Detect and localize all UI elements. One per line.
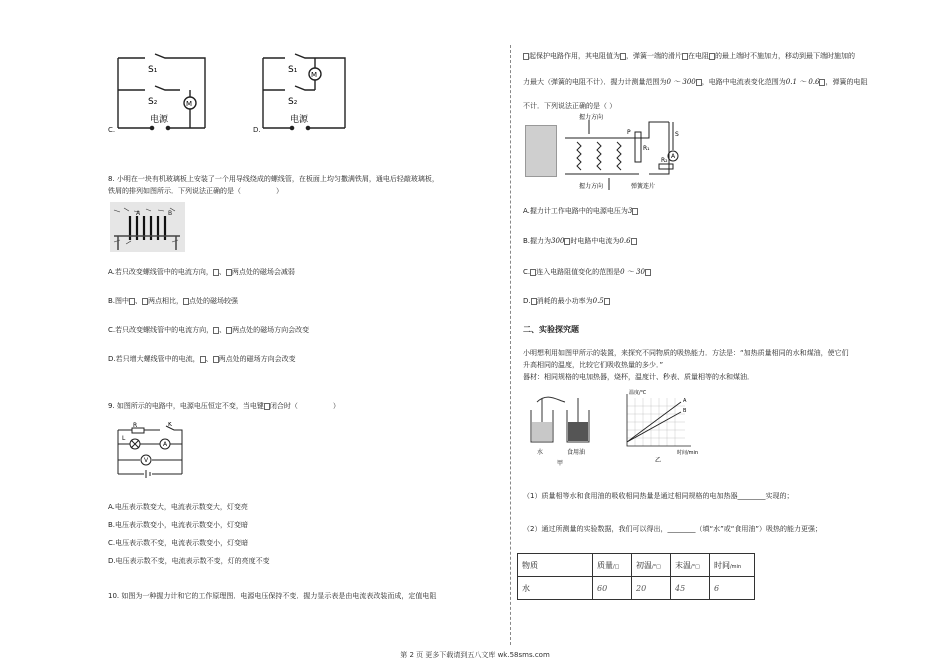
oil-label: 食用油: [567, 449, 586, 456]
data-table: [517, 553, 755, 600]
experiment-line3: 器材：相同规格的电加热器，烧杯，温度计、秒表、质量相等的水和煤油．: [523, 373, 754, 381]
force-direction-top: 握力方向: [579, 114, 604, 121]
q10-stem: 10. 如图为一种握力计和它的工作原理图．电源电压保持不变．握力显示表是由电流表改装而成，定值电阻: [108, 592, 437, 600]
q10-continue-line2: 力最大（弹簧的电阻不计）．握力计测量范围为0 ～ 300 ，电路中电流表变化范围为0.1 ～ 0.6 ，弹簧的电阻: [523, 78, 868, 86]
table-header-cell: 末温/°□: [671, 554, 710, 577]
page-footer: 第 2 页 更多下载请到五八文库 wk.58sms.com: [400, 651, 550, 659]
table-row: [518, 577, 755, 600]
solenoid-filings-image: [110, 202, 185, 252]
q10-option-d: D. 消耗的最小功率为0.5: [523, 297, 610, 306]
source-label-d: 电源: [290, 115, 309, 125]
option-d-label: D.: [253, 126, 261, 134]
table-cell: 60: [593, 577, 632, 600]
beakers-figure: [527, 392, 607, 466]
s1-label-d: S₁: [288, 65, 298, 75]
temperature-graph: [615, 386, 705, 466]
q8-stem-line1: 8. 小明在一块有机玻璃板上安装了一个用导线绕成的螺线管，在板面上均匀撒满铁屑，通电后轻敲玻璃板，: [108, 175, 439, 183]
table-cell: 水: [518, 577, 593, 600]
k-label: K: [168, 422, 172, 428]
source-label: 电源: [150, 115, 169, 125]
table-cell: 20: [632, 577, 671, 600]
line-b-label: B: [683, 408, 687, 414]
water-label: 水: [537, 449, 544, 456]
column-divider: [510, 45, 511, 645]
table-cell: 45: [671, 577, 710, 600]
q9-option-d: D.电压表示数不变，电流表示数不变，灯的亮度不变: [108, 557, 270, 565]
figure-yi-label: 乙: [655, 457, 662, 464]
line-a-label: A: [683, 398, 687, 404]
q10-continue-line1: 起保护电路作用，其电阻值为 ，弹簧一端的滑片 在电阻 的最上端时不施加力，移动到最下端时施加的: [523, 52, 855, 61]
table-header-cell: 质量/□: [593, 554, 632, 577]
table-header-row: [518, 554, 755, 577]
q9-option-c: C.电压表示数不变，电流表示数变小，灯变暗: [108, 539, 249, 547]
motor-label-d: M: [311, 71, 318, 79]
figure-jia-label: 甲: [557, 460, 564, 466]
force-direction-bottom: 握力方向: [579, 183, 604, 190]
circuit-option-d: [255, 48, 355, 136]
motor-label: M: [186, 100, 193, 108]
experiment-line2: 升高相同的温度，比较它们吸收热量的多少．”: [523, 361, 664, 369]
table-header-cell: 初温/°□: [632, 554, 671, 577]
table-header-cell: 物质: [518, 554, 593, 577]
label-b: B: [168, 210, 173, 217]
q10-option-b: B.握力为300 时电路中电流为0.6: [523, 237, 637, 246]
ammeter-label: A: [163, 441, 168, 448]
q10-option-c: C. 连入电路阻值变化的范围是0 ～ 30: [523, 268, 651, 277]
spring-label: 弹簧连片: [631, 183, 656, 190]
grip-device-photo: [525, 125, 557, 177]
graph-xlabel: 时间/min: [677, 450, 699, 456]
q8-stem-line2: 铁屑的排列如图所示．下列说法正确的是（ ）: [108, 187, 283, 195]
grip-principle-diagram: [559, 112, 689, 192]
q9-option-b: B.电压表示数变小，电流表示数变小，灯变暗: [108, 521, 249, 529]
s1-label: S₁: [148, 65, 158, 75]
question-2: （2）通过所测量的实验数据，我们可以得出，________（填“水”或“食用油”）吸热的能力更强；: [523, 525, 822, 533]
q8-option-c: C.若只改变螺线管中的电流方向， 、 两点处的磁场方向会改变: [108, 326, 310, 334]
s2-label-d: S₂: [288, 97, 298, 107]
q10-continue-line3: 不计．下列说法正确的是（ ）: [523, 102, 617, 110]
label-a: A: [136, 210, 141, 217]
option-c-label: C.: [108, 126, 116, 134]
voltmeter-label: V: [144, 457, 149, 464]
table-cell: 6: [710, 577, 755, 600]
q8-option-a: A.若只改变螺线管中的电流方向， 、 两点处的磁场会减弱: [108, 268, 295, 276]
question-1: （1）质量相等水和食用油的吸收相同热量是通过相同规格的电加热器________实现的；: [523, 492, 794, 500]
r-label: R: [133, 422, 138, 429]
circuit-q9: [110, 422, 190, 482]
circuit-option-c: [110, 48, 210, 136]
q9-option-a: A.电压表示数变大，电流表示数变大，灯变亮: [108, 503, 248, 511]
q10-option-a: A.握力计工作电路中的电源电压为3: [523, 207, 638, 216]
q9-stem: 9. 如图所示的电路中，电源电压恒定不变，当电键 闭合时（ ）: [108, 402, 340, 410]
q8-option-d: D.若只增大螺线管中的电流， 、 两点处的磁场方向会改变: [108, 355, 296, 363]
q8-option-b: B.图中 、 两点相比， 点处的磁场较强: [108, 297, 239, 305]
s2-label: S₂: [148, 97, 158, 107]
graph-ylabel: 温度/℃: [629, 390, 647, 396]
r1-label: R₁: [643, 145, 650, 152]
experiment-line1: 小明想利用如图甲所示的装置，来探究不同物质的吸热能力．方法是：“加热质量相同的水和煤油，使它们: [523, 349, 849, 357]
ammeter-label-r: A: [671, 153, 676, 160]
section-title: 二、实验探究题: [523, 325, 579, 334]
r2-label: R₂: [661, 157, 668, 164]
p-label: P: [627, 129, 631, 136]
switch-label: S: [675, 131, 679, 138]
l-label: L: [122, 435, 126, 442]
table-header-cell: 时间/min: [710, 554, 755, 577]
